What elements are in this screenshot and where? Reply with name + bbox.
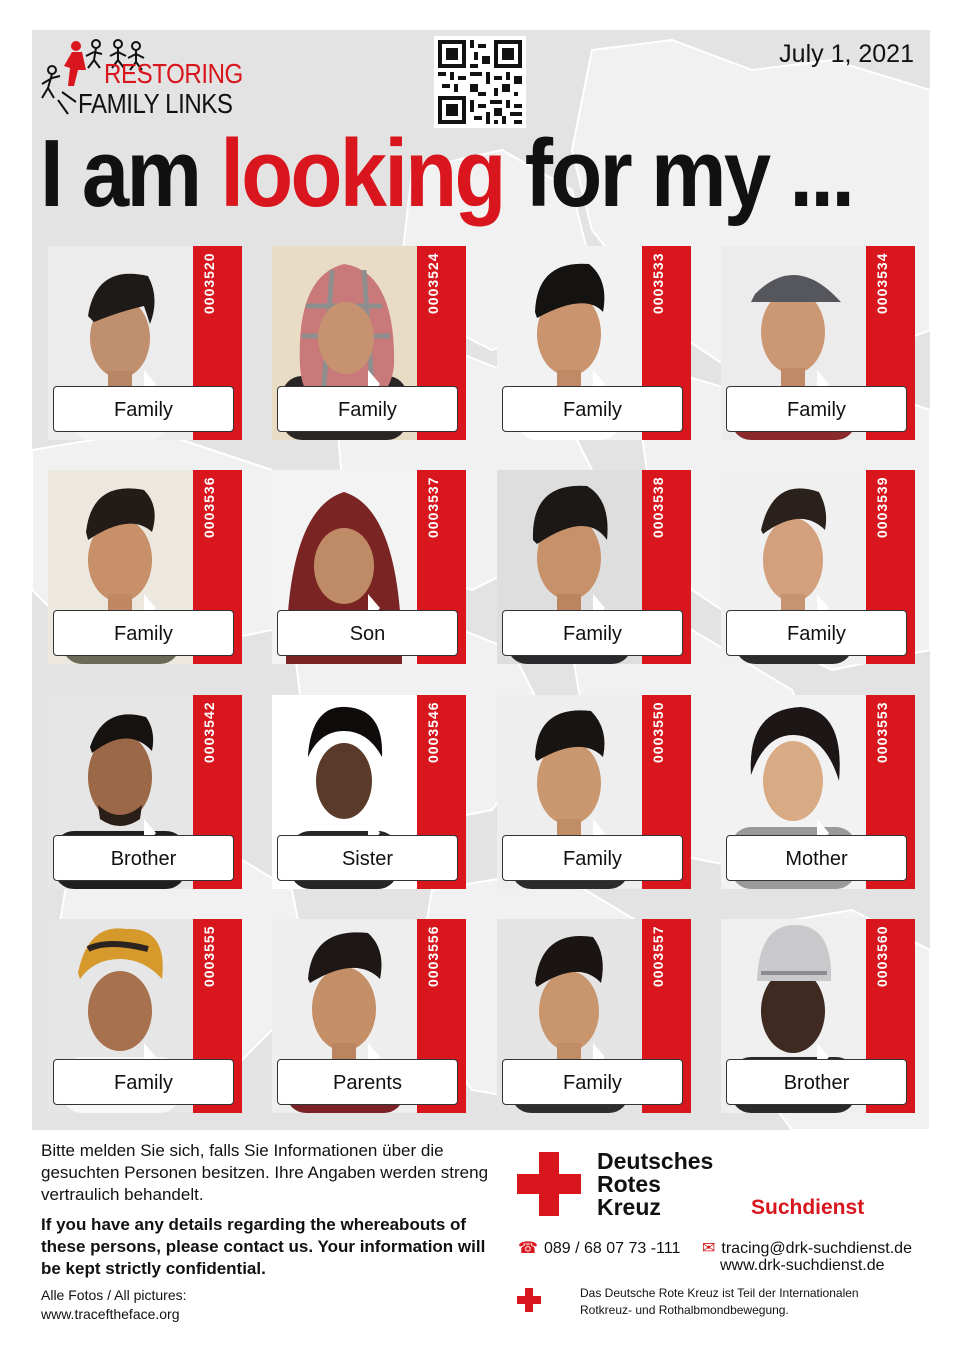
relation-label: Family — [53, 1059, 234, 1105]
person-card[interactable] — [272, 470, 466, 664]
person-id: 0003520 — [201, 252, 217, 314]
person-id: 0003542 — [201, 701, 217, 763]
relation-label: Family — [53, 610, 234, 656]
person-card[interactable] — [497, 470, 691, 664]
phone-number: 089 / 68 07 73 -111 — [543, 1240, 681, 1257]
movement-statement — [580, 1285, 859, 1319]
org-name-line-3: Kreuz — [597, 1194, 661, 1220]
phone-icon: ☎ — [518, 1240, 538, 1257]
relation-label: Brother — [53, 835, 234, 881]
german-appeal-text: Bitte melden Sie sich, falls Sie Informationen über die gesuchten Personen besitzen. Ihre Angaben werden streng vertraulich behandelt. — [41, 1141, 489, 1204]
person-card[interactable] — [272, 695, 466, 889]
person-card[interactable] — [272, 919, 466, 1113]
headline-highlight: looking — [220, 120, 504, 227]
poster-date: July 1, 2021 — [779, 40, 914, 68]
envelope-icon: ✉ — [702, 1240, 716, 1257]
person-id: 0003550 — [650, 701, 666, 763]
english-appeal-text: If you have any details regarding the whereabouts of these persons, please contact us. Your information will be kept strictly confidential. — [41, 1215, 486, 1278]
person-card[interactable] — [272, 246, 466, 440]
person-card[interactable] — [721, 919, 915, 1113]
photo-credits — [41, 1286, 341, 1324]
email-address: tracing@drk-suchdienst.de — [721, 1240, 912, 1257]
relation-label: Family — [53, 386, 234, 432]
relation-label: Family — [502, 610, 683, 656]
organization-name — [597, 1150, 713, 1219]
org-name-line-1: Deutsches — [597, 1148, 714, 1174]
person-card[interactable] — [497, 919, 691, 1113]
person-id: 0003537 — [425, 476, 441, 538]
red-cross-icon — [517, 1152, 581, 1216]
logo-line-1: RESTORING — [104, 58, 243, 89]
relation-label: Mother — [726, 835, 907, 881]
headline-part-1: I am — [40, 120, 221, 227]
org-name-line-2: Rotes — [597, 1171, 661, 1197]
website-link[interactable]: www.drk-suchdienst.de — [720, 1257, 885, 1274]
person-card[interactable] — [721, 246, 915, 440]
person-card[interactable] — [48, 919, 242, 1113]
person-card[interactable] — [721, 695, 915, 889]
relation-label: Family — [502, 835, 683, 881]
logo-line-2: FAMILY LINKS — [78, 88, 233, 119]
movement-line-1: Das Deutsche Rote Kreuz ist Teil der Internationalen — [580, 1286, 859, 1300]
relation-label: Family — [502, 386, 683, 432]
person-card[interactable] — [497, 695, 691, 889]
qr-code[interactable] — [434, 36, 526, 128]
person-id: 0003555 — [201, 925, 217, 987]
movement-line-2: Rotkreuz- und Rothalbmondbewegung. — [580, 1303, 789, 1317]
relation-label: Sister — [277, 835, 458, 881]
person-id: 0003534 — [874, 252, 890, 314]
headline — [40, 118, 853, 230]
person-id: 0003536 — [201, 476, 217, 538]
person-card[interactable] — [48, 470, 242, 664]
red-cross-crescent-icon — [517, 1288, 571, 1312]
relation-label: Family — [502, 1059, 683, 1105]
person-id: 0003533 — [650, 252, 666, 314]
missing-persons-grid — [48, 246, 918, 1114]
person-id: 0003557 — [650, 925, 666, 987]
person-id: 0003556 — [425, 925, 441, 987]
relation-label: Parents — [277, 1059, 458, 1105]
relation-label: Family — [726, 386, 907, 432]
email-contact[interactable] — [702, 1238, 912, 1258]
person-id: 0003538 — [650, 476, 666, 538]
person-id: 0003560 — [874, 925, 890, 987]
relation-label: Family — [726, 610, 907, 656]
relation-label: Son — [277, 610, 458, 656]
person-id: 0003524 — [425, 252, 441, 314]
person-id: 0003539 — [874, 476, 890, 538]
person-card[interactable] — [497, 246, 691, 440]
relation-label: Brother — [726, 1059, 907, 1105]
headline-part-2: for my ... — [503, 120, 853, 227]
service-name: Suchdienst — [751, 1196, 865, 1219]
phone-contact[interactable] — [518, 1238, 680, 1258]
credits-link[interactable]: www.traceftheface.org — [41, 1306, 180, 1322]
person-id: 0003546 — [425, 701, 441, 763]
person-card[interactable] — [48, 695, 242, 889]
credits-label: Alle Fotos / All pictures: — [41, 1287, 187, 1303]
person-id: 0003553 — [874, 701, 890, 763]
person-card[interactable] — [48, 246, 242, 440]
relation-label: Family — [277, 386, 458, 432]
person-card[interactable] — [721, 470, 915, 664]
